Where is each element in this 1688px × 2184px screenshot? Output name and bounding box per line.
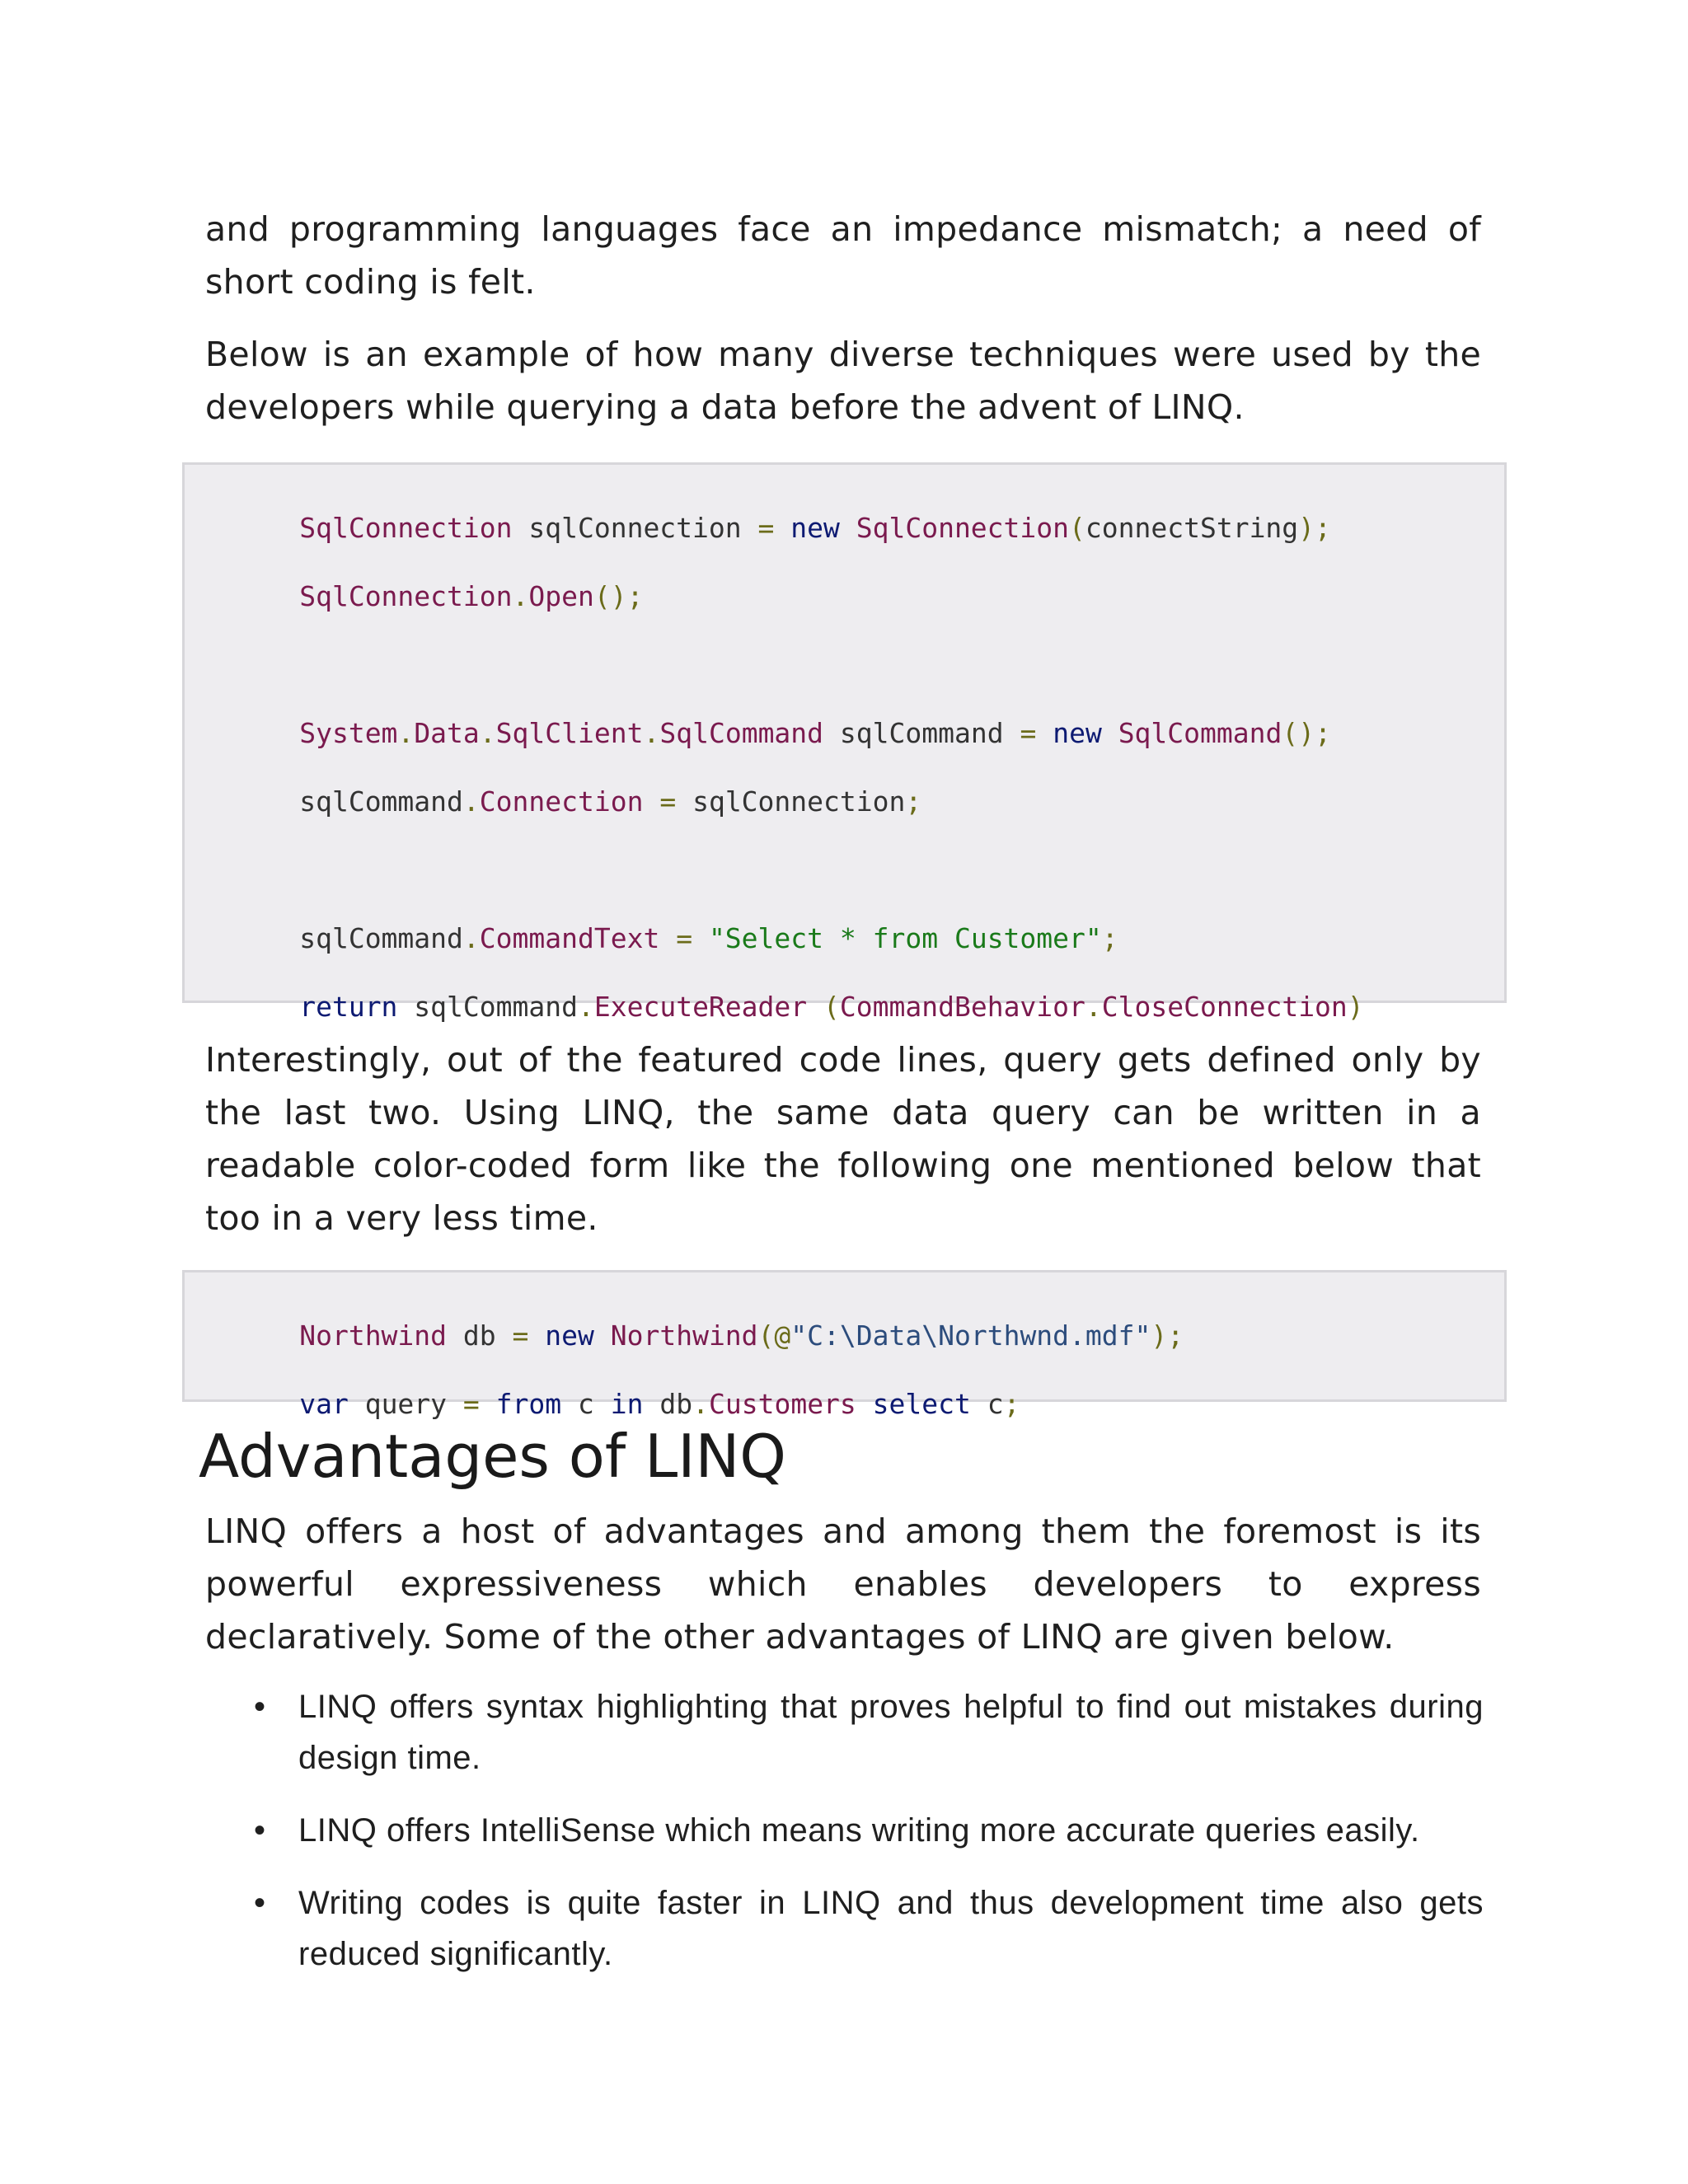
list-item bbox=[247, 1681, 1484, 1783]
paragraph-example-intro: Below is an example of how many diverse techniques were used by the developers while querying a data before the advent of LINQ. bbox=[205, 335, 1481, 427]
paragraph-linq-intro: Interestingly, out of the featured code lines, query gets defined only by the last two. Using LINQ, the same data query can be written in a readable color-coded form like the following one mentioned below that too in a very less time. bbox=[205, 1040, 1481, 1238]
list-item-text: Writing codes is quite faster in LINQ and thus development time also gets reduced significantly. bbox=[298, 1885, 1484, 1972]
code-line-linq-2: var query = from c in db.Customers select c; bbox=[299, 1388, 1020, 1420]
list-item-text: LINQ offers syntax highlighting that proves helpful to find out mistakes during design time. bbox=[298, 1689, 1484, 1776]
code-line-2: SqlConnection.Open(); bbox=[299, 580, 644, 612]
bullet-icon: • bbox=[254, 1885, 266, 1921]
code-line-1: SqlConnection sqlConnection = new SqlConnection(connectString); bbox=[299, 512, 1331, 544]
section-heading: Advantages of LINQ bbox=[199, 1422, 786, 1491]
code-line-4: sqlCommand.Connection = sqlConnection; bbox=[299, 785, 922, 818]
list-item bbox=[247, 1805, 1484, 1856]
code-block-sql bbox=[182, 462, 1507, 1023]
list-item-text: LINQ offers IntelliSense which means writing more accurate queries easily. bbox=[298, 1812, 1420, 1849]
bullet-icon: • bbox=[254, 1689, 266, 1725]
code-block-linq bbox=[182, 1270, 1507, 1420]
code-line-6: return sqlCommand.ExecuteReader (CommandBehavior.CloseConnection) bbox=[299, 991, 1364, 1023]
advantages-list bbox=[247, 1681, 1484, 2001]
paragraph-advantages: LINQ offers a host of advantages and among them the foremost is its powerful expressiveness which enables developers to express declaratively. Some of the other advantages of LINQ are given below. bbox=[205, 1511, 1481, 1657]
code-line-linq-1: Northwind db = new Northwind(@"C:\Data\Northwnd.mdf"); bbox=[299, 1319, 1184, 1352]
list-item bbox=[247, 1877, 1484, 1980]
paragraph-intro: and programming languages face an impedance mismatch; a need of short coding is felt. bbox=[205, 209, 1481, 302]
code-line-5: sqlCommand.CommandText = "Select * from Customer"; bbox=[299, 922, 1118, 954]
code-line-3: System.Data.SqlClient.SqlCommand sqlCommand = new SqlCommand(); bbox=[299, 717, 1331, 749]
bullet-icon: • bbox=[254, 1812, 266, 1849]
